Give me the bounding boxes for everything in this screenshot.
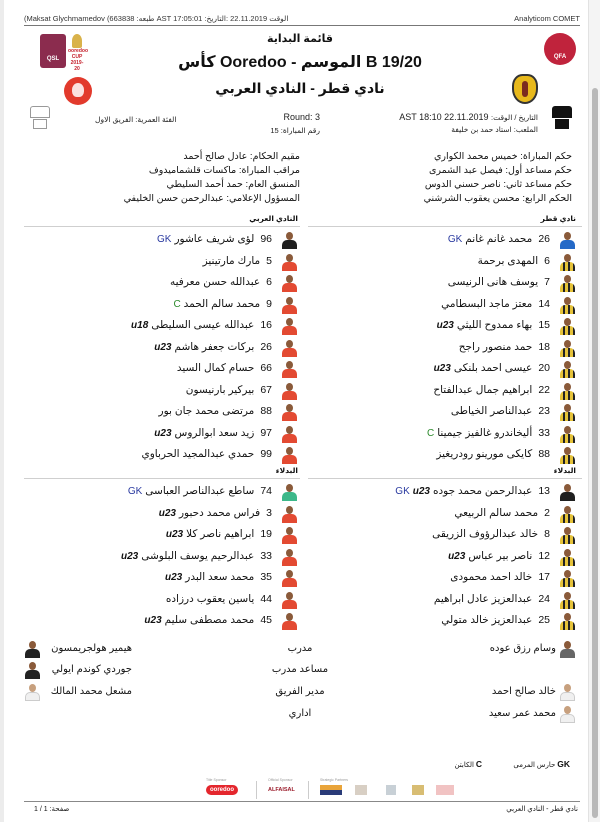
player-photo-icon [281,231,298,249]
match-commissioner: مراقب المباراة: ماكسات قلشماميدوف [148,165,300,176]
age-badge: u23 [158,507,176,519]
player-number: 18 [538,340,550,353]
staff-role-label: مدير الفريق [275,686,325,697]
player-name: مارك مارتينيز [202,254,261,267]
staff-photo-icon [559,640,576,658]
player-photo-icon [559,317,576,335]
age-badge: u23 [120,550,139,562]
player-row [22,380,298,402]
player-number: 15 [538,319,550,331]
player-row [22,294,298,316]
player-row [22,567,298,589]
player-name: معتز ماجد البسطامي [441,297,533,310]
player-name: عيسى احمد بلنكى [453,362,533,374]
staff-role-label: مساعد مدرب [271,664,329,675]
player-row [22,546,298,568]
player-number: 26 [538,233,550,245]
player-photo-icon [559,548,576,566]
staff-role-label: مدرب [287,643,313,654]
player-photo-icon [559,274,576,292]
alfaisal-logo: ALFAISAL [268,787,295,793]
player-number: 6 [544,254,550,267]
footer-match: نادي قطر - النادي العربي [506,806,578,813]
away-starting-list [22,229,298,466]
player-entry [173,298,272,310]
player-entry [451,405,550,417]
player-entry [141,448,272,460]
assistant-referee-1: حكم مساعد أول: فيصل عبد الشمرى [428,165,572,176]
player-photo-icon [281,526,298,544]
venue: الملعب: استاد حمد بن خليفة [451,125,538,134]
player-row [22,481,298,503]
player-row [300,481,576,503]
player-entry [436,448,550,460]
partner-logo [386,785,396,795]
player-name: ابراهيم ناصر كلا [186,528,255,540]
player-entry [166,528,272,540]
player-entry [121,550,272,562]
home-subs-heading: البدلاء [553,466,576,475]
player-entry [131,319,272,331]
player-photo-icon [559,339,576,357]
player-row [22,251,298,273]
goalkeeper-badge: GK [157,234,172,245]
player-entry [166,593,272,605]
player-photo-icon [281,483,298,501]
player-entry [144,614,272,626]
captain-badge: C [426,427,435,439]
player-number: 7 [544,276,550,288]
goalkeeper-badge: GK [395,486,410,497]
player-row [22,315,298,337]
player-number: 3 [266,506,272,519]
age-badge: u23 [448,550,466,562]
player-number: 97 [260,426,272,439]
player-row [300,423,576,445]
player-photo-icon [281,403,298,421]
player-entry [165,571,272,583]
player-number: 88 [260,405,272,417]
player-photo-icon [281,296,298,314]
player-row [300,315,576,337]
player-photo-icon [281,425,298,443]
player-entry [177,362,272,374]
scrollbar-thumb[interactable] [592,88,598,818]
player-entry [395,485,550,497]
player-number: 2 [544,506,550,519]
print-info: (Maksat Glychmamedov (663838 :طبعه AST 17:05:01 :الوقت 22.11.2019 :التاريخ [24,14,289,23]
age-badge: u23 [436,320,454,331]
player-row [300,251,576,273]
player-entry [159,507,272,519]
player-row [300,337,576,359]
player-row [22,503,298,525]
player-name: مرتضى محمد جان بور [158,405,255,417]
player-number: 8 [544,528,550,540]
age-badge: u23 [433,363,451,374]
player-number: 14 [538,297,550,310]
player-entry [441,298,550,310]
player-row [300,229,576,251]
player-photo-icon [281,612,298,630]
player-row [300,401,576,423]
player-name: زيد سعد ابوالروس [174,426,255,439]
player-row [300,294,576,316]
player-photo-icon [559,591,576,609]
qsl-logo: QSL [40,34,66,68]
home-subs-list [300,481,576,632]
player-number: 22 [538,383,550,396]
player-row [22,444,298,466]
qatar-airways-logo [320,785,342,795]
player-row [22,589,298,611]
away-staff-name: مشعل محمد المالك [50,686,132,697]
player-name: عبدالناصر الخياطى [450,405,533,417]
player-number: 12 [538,549,550,562]
player-entry [128,485,272,497]
player-name: أليخاندرو غالفيز جيمينا [437,426,533,439]
player-row [300,546,576,568]
player-name: عبدالرحيم يوسف البلوشى [141,549,255,562]
staff-photo-icon [24,683,41,701]
player-name: عبدالعزيز عادل ابراهيم [433,592,533,605]
player-name: بهاء ممدوح الليثي [456,319,533,331]
player-photo-icon [559,569,576,587]
player-name: خالد احمد محمودى [450,571,533,583]
player-number: 20 [538,362,550,374]
away-staff-name: هيمير هولجريمسون [51,643,132,654]
player-photo-icon [281,446,298,464]
player-photo-icon [559,382,576,400]
player-entry [459,341,550,353]
home-team-heading: نادي قطر [540,214,576,223]
player-photo-icon [559,505,576,523]
home-staff-name: خالد صالح احمد [491,686,556,697]
media-officer: المسؤول الإعلامي: عبدالرحمن حسن الخليفي [123,193,300,204]
player-entry [159,405,272,417]
player-number: 33 [260,549,272,562]
player-photo-icon [281,569,298,587]
player-photo-icon [281,591,298,609]
player-row [22,229,298,251]
goalkeeper-badge: GK [447,234,463,245]
legend-gk: GK حارس المرمى [513,759,570,769]
player-photo-icon [559,360,576,378]
player-entry [157,233,272,245]
staff-role-label: اداري [288,708,312,719]
player-name: فراس محمد دحبور [178,506,261,519]
divider [308,226,582,227]
player-photo-icon [281,317,298,335]
player-photo-icon [559,526,576,544]
legend-captain: C الكابتن [454,759,482,769]
player-entry [434,593,550,605]
player-name: كايكى مورينو رودريغيز [436,448,533,460]
away-subs-heading: البدلاء [275,466,298,475]
match-number: رقم المباراة: 15 [270,126,320,135]
player-row [22,337,298,359]
player-row [300,567,576,589]
staff-photo-icon [24,640,41,658]
player-number: 9 [266,297,272,310]
player-row [22,272,298,294]
player-row [300,610,576,632]
player-entry [437,319,550,331]
player-name: عبدالله عيسى السليطى [151,319,255,331]
age-category: الفئة العمرية: الفريق الاول [95,115,177,124]
player-row [300,380,576,402]
player-name: عبدالله حسن معرفيه [170,276,261,288]
player-name: ناصر بير عباس [468,549,533,562]
age-badge: u23 [165,572,183,583]
officials-referees [424,150,572,206]
partner-logo [355,785,367,795]
partner-logo [412,785,424,795]
player-photo-icon [281,360,298,378]
player-photo-icon [559,483,576,501]
player-photo-icon [559,296,576,314]
player-row [22,401,298,423]
footer-divider [24,801,580,802]
player-number: 25 [538,614,550,626]
home-starting-list [300,229,576,466]
player-entry [478,255,550,267]
player-name: ابراهيم جمال عبدالفتاح [433,383,533,396]
age-badge: u18 [131,320,149,331]
player-row [300,503,576,525]
player-row [22,423,298,445]
staff-photo-icon [559,683,576,701]
player-entry [434,362,550,374]
player-number: 13 [538,485,550,497]
player-name: يوسف هانى الرنيسى [447,276,539,288]
player-number: 44 [260,592,272,605]
divider [24,478,300,479]
away-kit-icon [30,106,50,132]
competition-title: كأس Ooredoo - الموسم B 19/20 [178,54,422,71]
captain-badge: C [173,298,181,310]
player-row [22,610,298,632]
system-name: Analyticom COMET [514,14,580,23]
player-entry [203,255,272,267]
player-number: 17 [538,571,550,583]
age-badge: u23 [144,615,162,626]
vertical-scrollbar[interactable] [588,0,600,822]
player-photo-icon [559,403,576,421]
player-number: 35 [260,571,272,583]
player-number: 99 [260,448,272,460]
referee: حكم المباراة: خميس محمد الكواري [433,151,572,162]
player-name: محمد سالم الحمد [183,297,261,310]
player-number: 74 [260,485,272,497]
player-entry [441,614,550,626]
player-photo-icon [559,612,576,630]
player-entry [433,384,550,396]
staff-photo-icon [559,705,576,723]
player-row [300,444,576,466]
player-row [22,524,298,546]
player-entry [448,550,550,562]
home-kit-icon [552,106,572,132]
player-entry [170,276,272,288]
divider [24,226,300,227]
player-photo-icon [559,253,576,271]
player-name: لؤى شريف عاشور [174,233,255,245]
player-entry [427,427,550,439]
home-staff-name: وسام رزق عوده [489,643,556,654]
player-name: محمد مصطفى سليم [164,614,255,626]
away-staff-name: جوردي كوندم ايولي [51,664,132,675]
document-title: قائمة البداية [267,33,333,45]
player-number: 96 [260,233,272,245]
player-name: خالد عبدالرؤوف الزريقى [432,528,539,540]
player-row [300,589,576,611]
age-badge: u23 [412,486,430,497]
age-badge: u23 [154,427,172,439]
player-photo-icon [281,253,298,271]
player-entry [432,528,550,540]
player-number: 24 [538,592,550,605]
fourth-official: الحكم الرابع: محسن يعقوب الشرشني [423,193,572,204]
round: Round: 3 [283,112,320,122]
player-row [300,524,576,546]
player-name: بيركير بارنيسون [185,383,255,396]
match-title: نادي قطر - النادي العربي [215,80,385,96]
player-entry [448,233,550,245]
player-number: 66 [260,362,272,374]
sponsors-bar: Title Sponsor ooredoo Official Sponsor ALFAISAL Strategic Partners [200,779,460,801]
home-staff-name: محمد عمر سعيد [488,708,556,719]
player-photo-icon [281,505,298,523]
player-photo-icon [281,382,298,400]
away-subs-list [22,481,298,632]
player-name: ساطع عبدالناصر العباسى [145,485,255,497]
ooredoo-cup-logo: ooredoo CUP 2019-20 [68,34,86,68]
player-name: حسام كمال السيد [176,362,255,374]
player-row [300,272,576,294]
print-header [24,14,580,26]
window-edge [0,0,4,822]
referee-assessor: مقيم الحكام: عادل صالح أحمد [183,151,300,162]
goalkeeper-badge: GK [127,486,143,497]
ooredoo-logo: ooredoo [206,785,238,795]
player-entry [454,507,550,519]
player-entry [450,571,550,583]
player-row [300,358,576,380]
player-number: 5 [266,254,272,267]
player-entry [154,341,272,353]
player-photo-icon [281,339,298,357]
partner-logo [436,785,454,795]
player-name: عبدالرحمن محمد جوده [432,485,533,497]
player-number: 19 [260,528,272,540]
player-number: 26 [260,340,272,353]
away-team-heading: النادي العربي [249,214,298,223]
age-badge: u23 [154,341,172,353]
player-entry [186,384,272,396]
page-number: صفحة: 1 / 1 [34,806,70,813]
match-datetime: التاريخ / الوقت: AST 18:10 22.11.2019 [399,112,538,122]
officials-match [124,150,300,206]
player-number: 88 [538,448,550,460]
player-number: 16 [260,319,272,331]
player-entry [154,427,272,439]
assistant-referee-2: حكم مساعد ثاني: ناصر حسني الدوس [424,179,572,190]
player-name: حمدي عبدالمجيد الحرباوي [141,448,255,460]
player-photo-icon [281,548,298,566]
player-name: محمد سالم الربيعي [454,506,539,519]
player-entry [448,276,550,288]
player-photo-icon [559,446,576,464]
staff-photo-icon [24,661,41,679]
player-row [22,358,298,380]
general-coordinator: المنسق العام: حمد أحمد السليطي [166,179,300,190]
player-name: عبدالعزيز خالد متولي [441,614,533,626]
player-number: 33 [538,426,550,439]
player-number: 45 [260,614,272,626]
age-badge: u23 [165,529,184,540]
player-number: 67 [260,383,272,396]
player-name: المهدى برحمة [477,254,539,267]
player-name: ياسين يعقوب درزاده [165,592,255,605]
player-number: 6 [266,276,272,288]
player-name: حمد منصور راجح [458,340,533,353]
player-name: محمد سعد البدر [185,571,255,583]
divider [308,478,582,479]
qfa-logo: QFA [544,33,576,65]
player-name: بركات جعفر هاشم [174,340,255,353]
player-photo-icon [281,274,298,292]
player-number: 23 [538,405,550,417]
player-name: محمد غانم غانم [465,233,533,245]
player-photo-icon [559,425,576,443]
player-photo-icon [559,231,576,249]
